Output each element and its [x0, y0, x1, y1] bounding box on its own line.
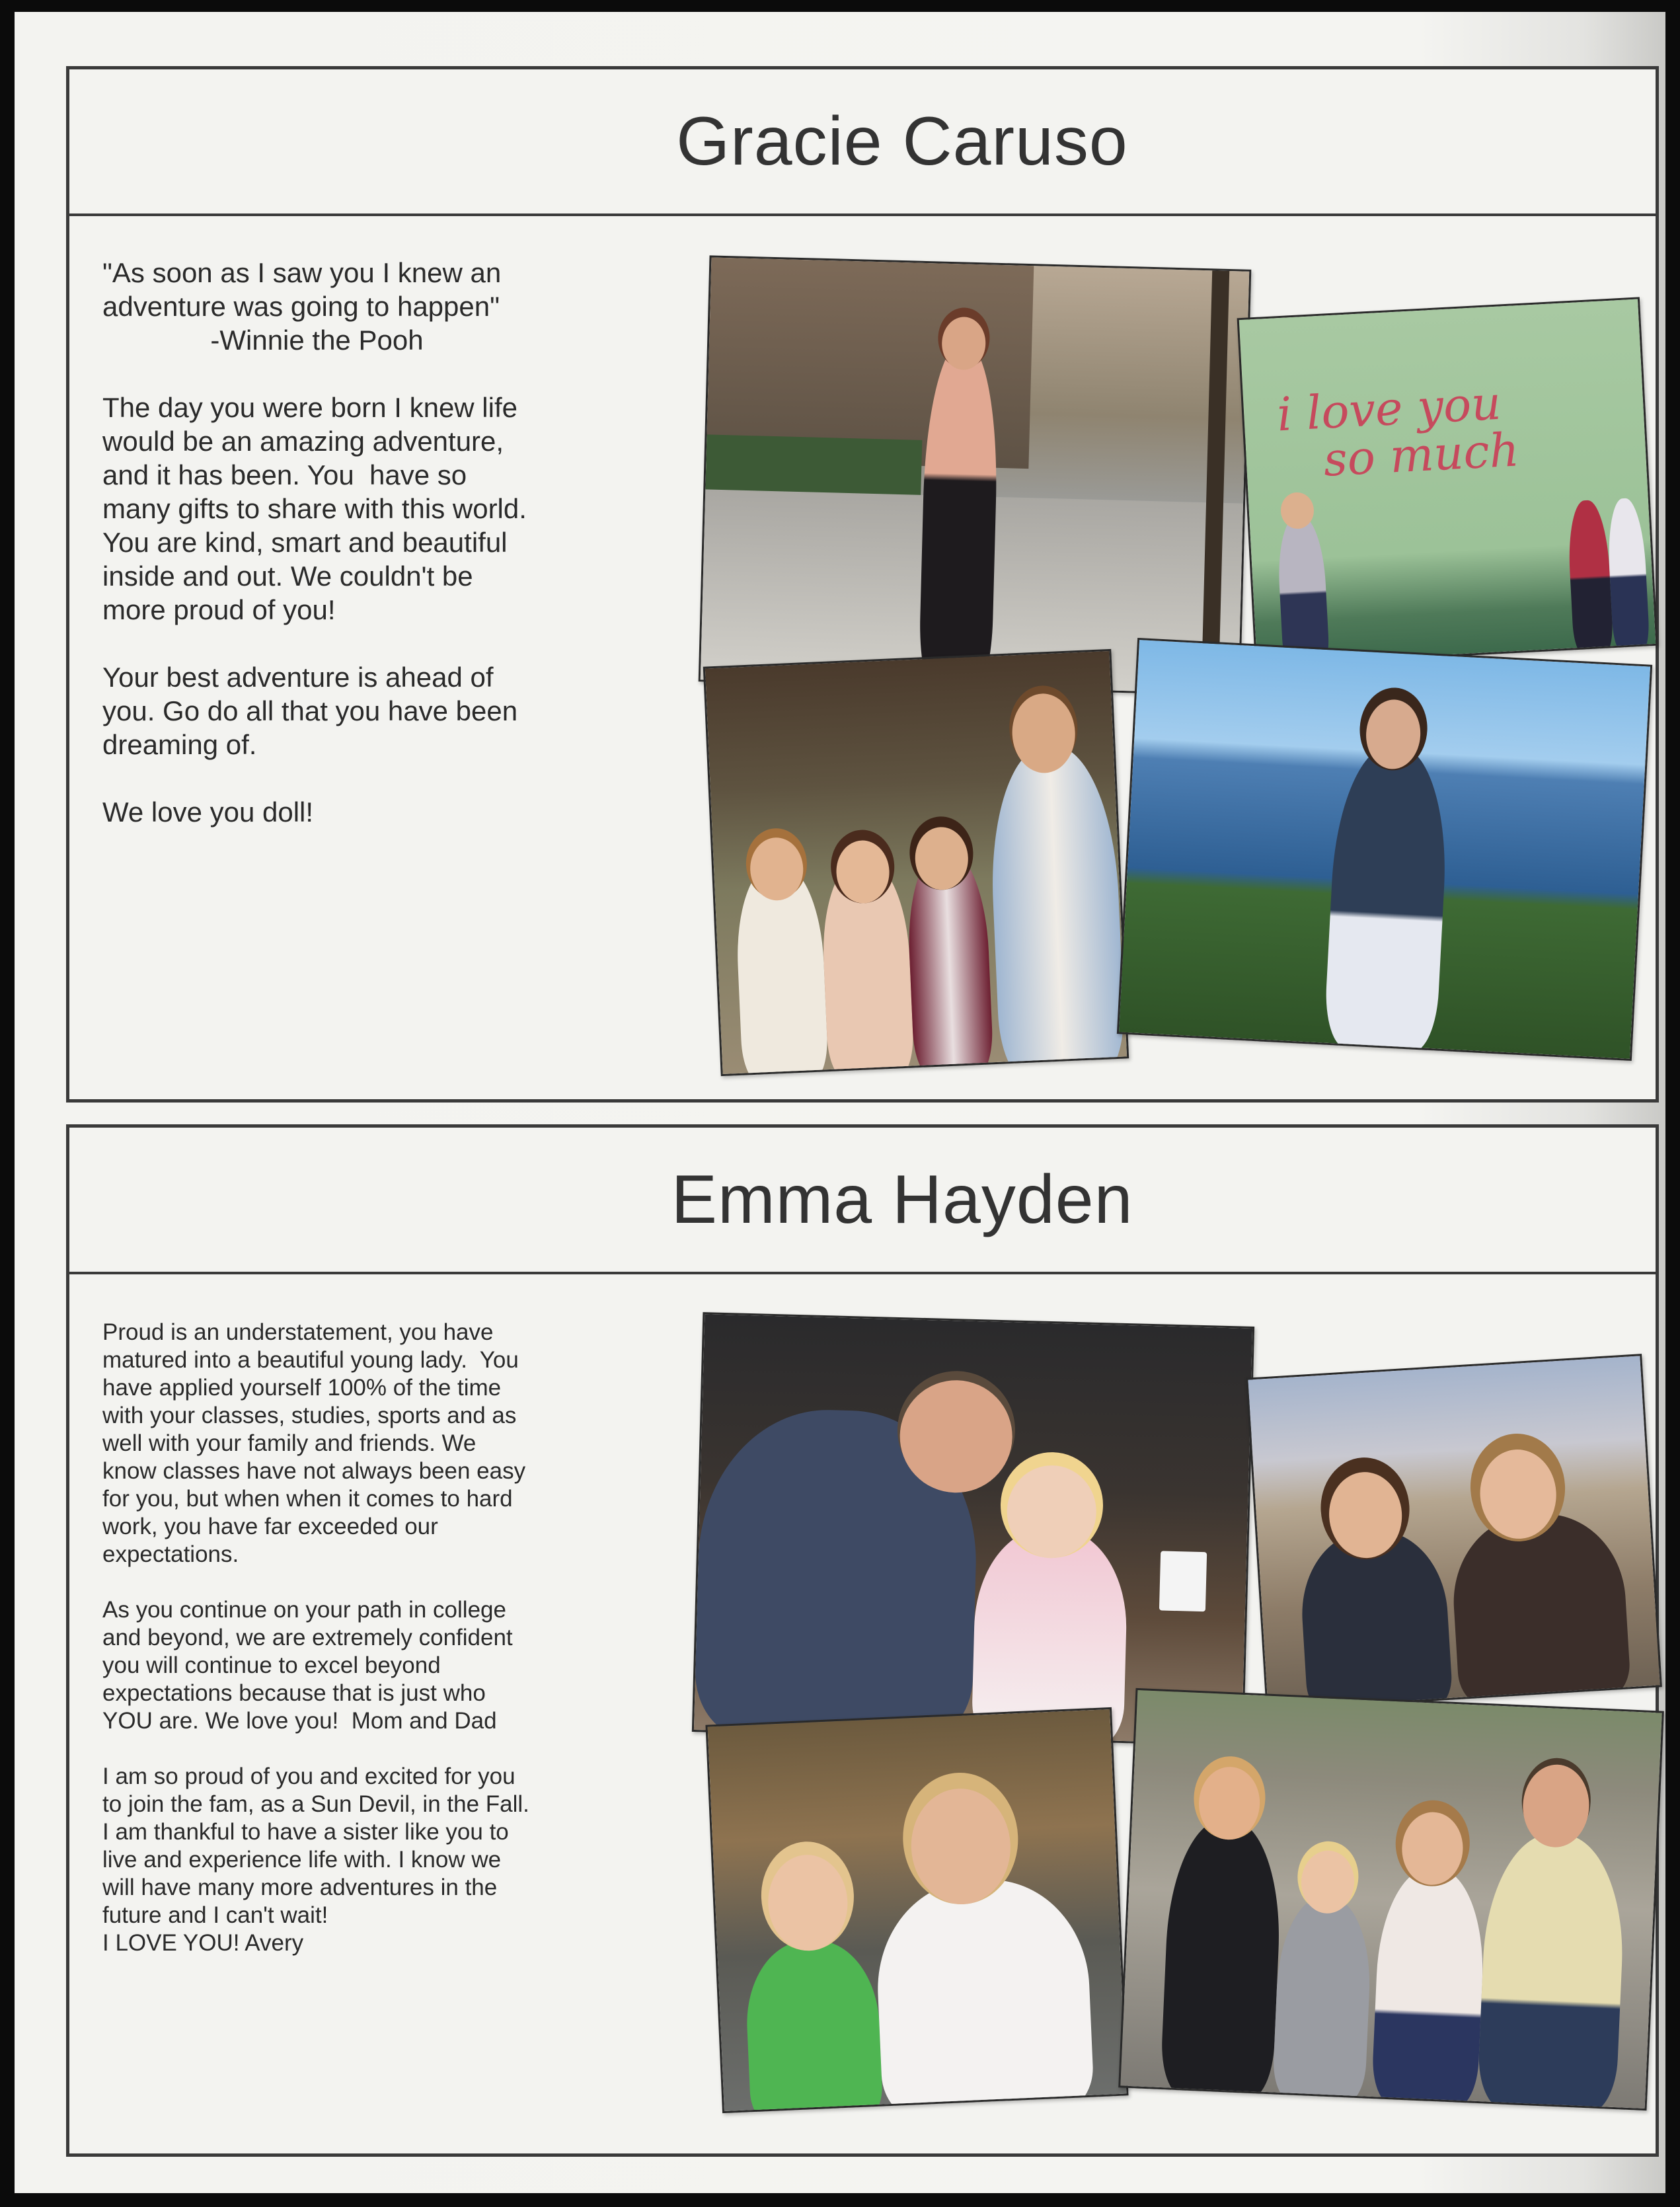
wall-lettering: i love you so much — [1276, 375, 1521, 490]
student-name: Emma Hayden — [671, 1161, 1133, 1238]
photo-dad-toddler — [692, 1312, 1254, 1746]
photo-city-overlook — [1246, 1354, 1662, 1711]
photo-mom-daughter — [705, 1707, 1128, 2113]
parent-message: Proud is an understatement, you have matured into a beautiful young lady. You have applied yourself 100% of the time with your classes, studies, sports and as well with your family and friends. We know classes have not always been easy for you, but when when it comes to hard work, you have far exceeded our expectations. As you continue on your path in college and beyond, we are extremely confident you will continue to excel beyond expectations because that is just who YOU are. We love you! Mom and Dad I am so proud of you and excited for you to join the fam, as a Sun Devil, in the Fall. I am thankful to have a sister like you to live and experience life with. I know we will have many more adventures in the future and I can't wait! I LOVE YOU! Avery — [102, 1319, 529, 1956]
senior-section-gracie — [66, 66, 1659, 1103]
photo-family-festival — [1118, 1688, 1664, 2110]
name-header — [69, 69, 1656, 216]
student-name: Gracie Caruso — [676, 102, 1128, 180]
photo-ocean-view — [1117, 638, 1652, 1061]
photo-city-street — [699, 255, 1252, 695]
name-header — [69, 1128, 1656, 1274]
photo-love-wall — [1237, 297, 1658, 666]
parent-message: "As soon as I saw you I knew an adventure was going to happen" -Winnie the Pooh The day you were born I knew life would be an amazing adventure, and it has been. You have so many gifts to share with this world. You are kind, smart and beautiful inside and out. We couldn't be more proud of you! Your best adventure is ahead of you. Go do all that you have been dreaming of. We love you doll! — [102, 257, 527, 828]
photo-family-tree — [703, 649, 1129, 1076]
yearbook-page — [15, 12, 1665, 2193]
senior-section-emma — [66, 1124, 1659, 2157]
